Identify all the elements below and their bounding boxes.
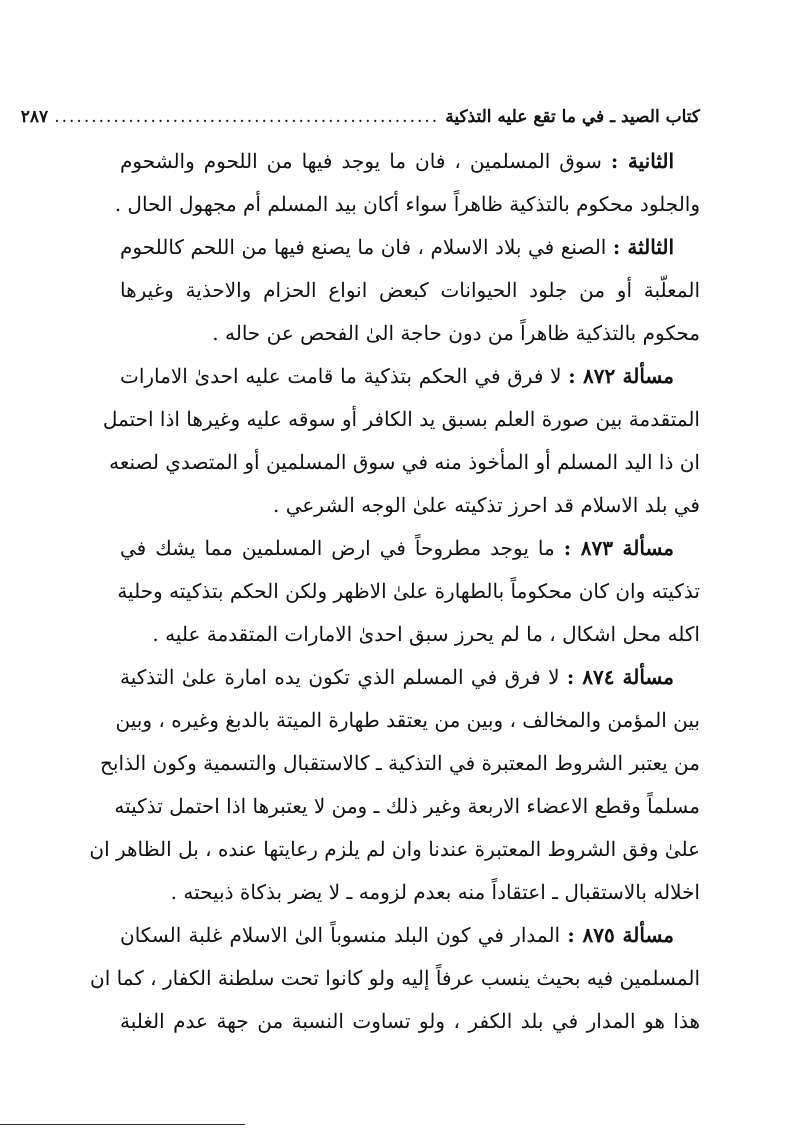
line-text: الصنع في بلاد الاسلام ، فان ما يصنع فيها من اللحم كاللحوم (120, 235, 607, 259)
line-text: هذا هو المدار في بلد الكفر ، ولو تساوت النسبة من جهة عدم الغلبة (120, 1009, 700, 1033)
chapter-title: كتاب الصيد ـ في ما تقع عليه التذكية (445, 107, 700, 127)
text-line (114, 785, 700, 828)
line-text: اخلاله بالاستقبال ـ اعتقاداً منه بعدم لزومه ـ لا يضر بذكاة ذبيحته . (170, 880, 700, 904)
line-text: بين المؤمن والمخالف ، وبين من يعتقد طهارة الميتة بالدبغ وغيره ، وبين (115, 708, 700, 732)
text-line (120, 613, 700, 656)
line-text: علىٰ وفق الشروط المعتبرة عندنا وان لم يلزم رعايتها عنده ، بل الظاهر ان (89, 837, 700, 861)
text-line (100, 742, 700, 785)
line-text: من يعتبر الشروط المعتبرة في التذكية ـ كالاستقبال والتسمية وكون الذابح (100, 751, 700, 775)
line-text: والجلود محكوم بالتذكية ظاهراً سواء أكان بيد المسلم أم مجهول الحال . (114, 192, 700, 216)
footnote-rule (0, 1124, 245, 1125)
line-text: محكوم بالتذكية ظاهراً من دون حاجة الىٰ الفحص عن حاله . (212, 321, 700, 345)
text-line (120, 312, 700, 355)
text-line (120, 484, 700, 527)
text-line (120, 914, 700, 957)
text-line (120, 140, 700, 183)
text-line (90, 957, 700, 1000)
paragraph-lead: الثانية : (610, 149, 675, 173)
text-line (120, 1000, 700, 1043)
paragraph-lead: مسألة ٨٧٤ : (566, 665, 674, 689)
paragraph (120, 226, 700, 355)
line-text: في بلد الاسلام قد احرز تذكيته علىٰ الوجه الشرعي . (272, 493, 700, 517)
paragraph-lead: مسألة ٨٧٣ : (563, 536, 674, 560)
line-text: المتقدمة بين صورة العلم بسبق يد الكافر أو سوقه عليه وغيرها اذا احتمل (102, 407, 700, 431)
paragraph (117, 527, 700, 656)
paragraph (90, 914, 700, 1043)
page-body (89, 140, 700, 1043)
line-text: ان ذا اليد المسلم أو المأخوذ منه في سوق المسلمين أو المتصدي لصنعه (109, 450, 700, 474)
running-header (20, 102, 700, 132)
paragraph (102, 355, 700, 527)
line-text: سوق المسلمين ، فان ما يوجد فيها من اللحوم والشحوم (120, 149, 602, 173)
paragraph (89, 656, 700, 914)
text-line (109, 441, 700, 484)
line-text: ما يوجد مطروحاً في ارض المسلمين مما يشك في (120, 536, 555, 560)
line-text: لا فرق في الحكم بتذكية ما قامت عليه احدىٰ الامارات (120, 364, 562, 388)
line-text: المدار في كون البلد منسوباً الىٰ الاسلام غلبة السكان (120, 923, 561, 947)
text-line (115, 699, 700, 742)
text-line (120, 355, 700, 398)
text-line (120, 226, 700, 269)
text-line (120, 871, 700, 914)
text-line (102, 398, 700, 441)
paragraph-lead: مسألة ٨٧٥ : (567, 923, 674, 947)
text-line (120, 527, 700, 570)
paragraph-lead: مسألة ٨٧٢ : (568, 364, 674, 388)
text-line (89, 828, 700, 871)
line-text: المعلّبة أو من جلود الحيوانات كبعض انواع الحزام والاحذية وغيرها (120, 278, 700, 302)
paragraph-lead: الثالثة : (612, 235, 675, 259)
text-line (120, 656, 700, 699)
line-text: مسلماً وقطع الاعضاء الاربعة وغير ذلك ـ ومن لا يعتبرها اذا احتمل تذكيته (114, 794, 700, 818)
line-text: لا فرق في المسلم الذي تكون يده امارة علىٰ التذكية (120, 665, 560, 689)
line-text: تذكيته وان كان محكوماً بالطهارة علىٰ الاظهر ولكن الحكم بتذكيته وحلية (117, 579, 700, 603)
text-line (117, 570, 700, 613)
dot-leader: .................................................... (54, 107, 440, 127)
text-line (114, 183, 700, 226)
page-number: ٢٨٧ (20, 107, 49, 127)
line-text: المسلمين فيه بحيث ينسب عرفاً إليه ولو كانوا تحت سلطنة الكفار ، كما ان (90, 966, 700, 990)
line-text: اكله محل اشكال ، ما لم يحرز سبق احدىٰ الامارات المتقدمة عليه . (152, 622, 700, 646)
paragraph (114, 140, 700, 226)
text-line (120, 269, 700, 312)
